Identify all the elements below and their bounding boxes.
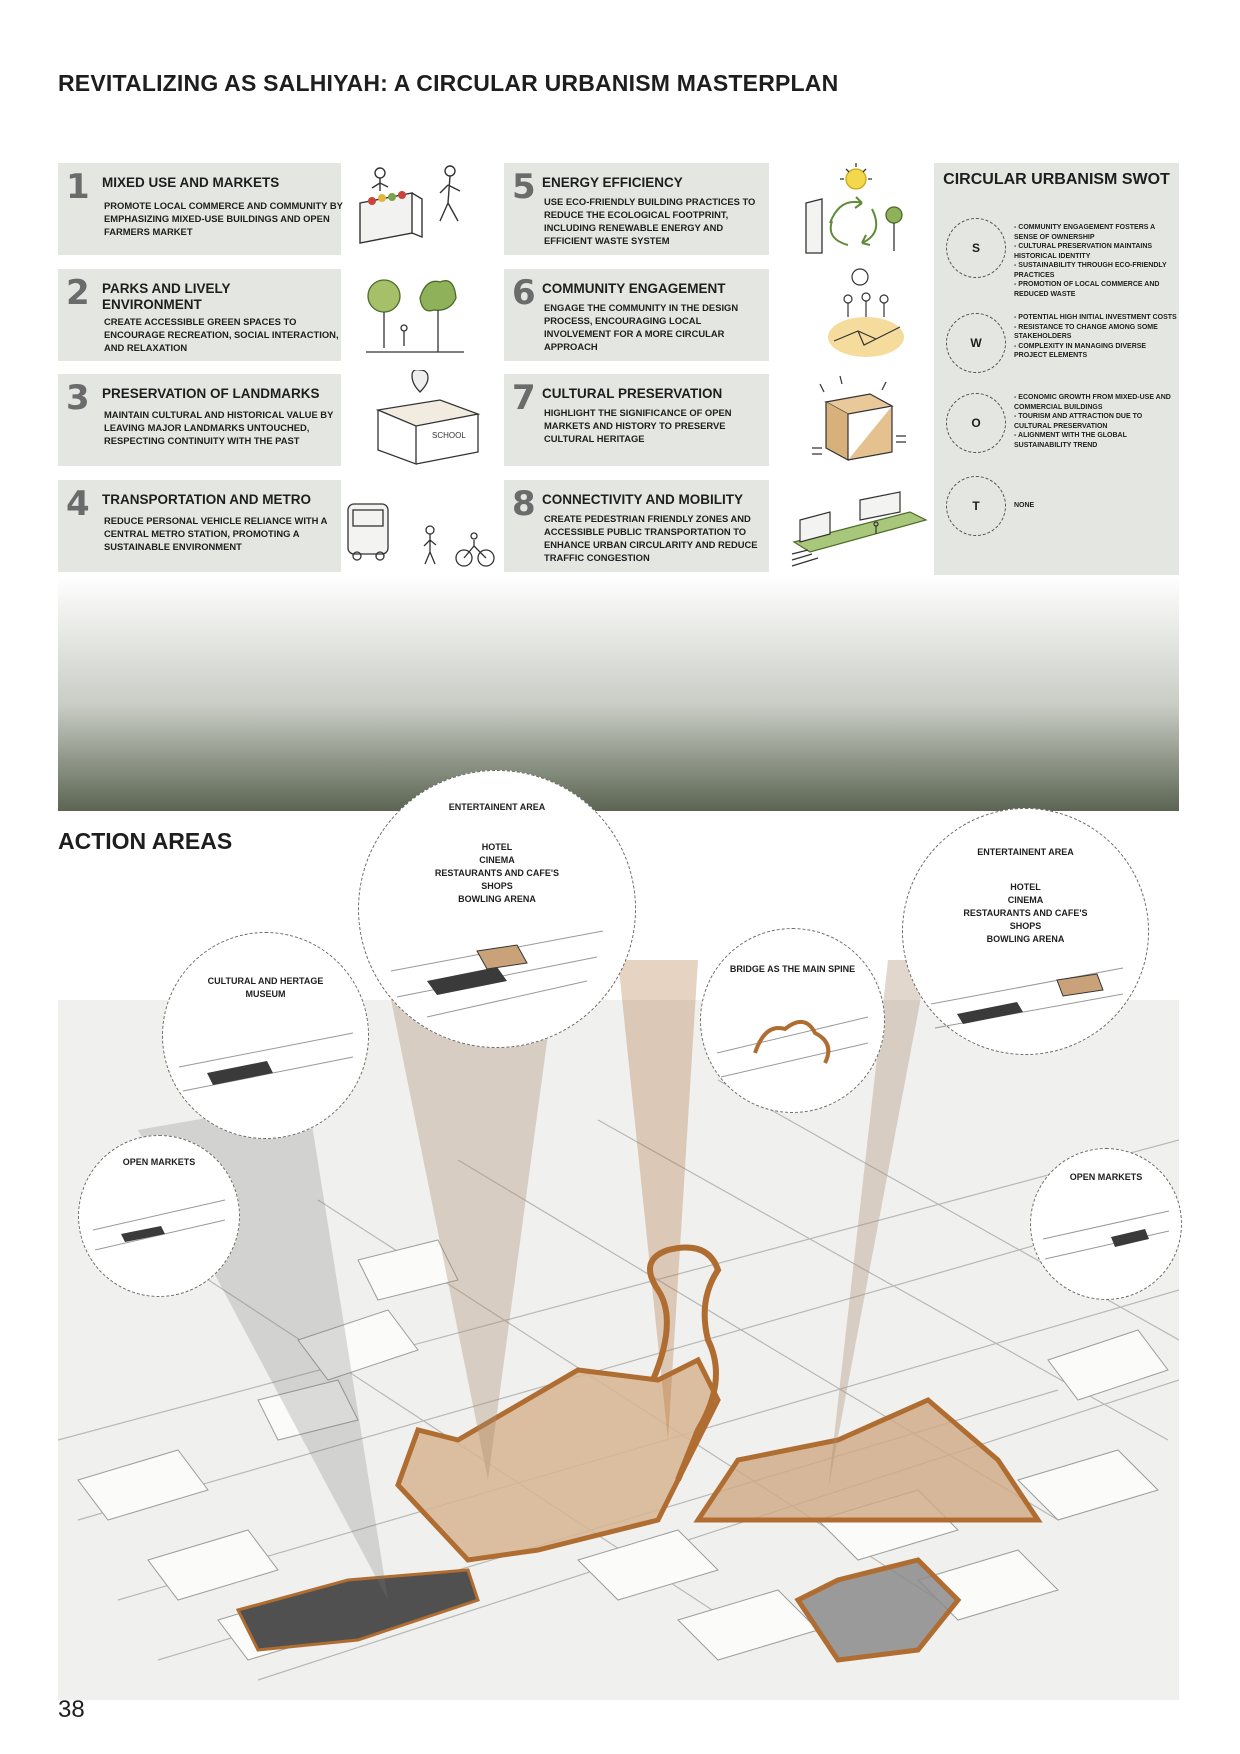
swot-point: - POTENTIAL HIGH INITIAL INVESTMENT COSTS xyxy=(1014,314,1177,321)
swot-point: - TOURISM AND ATTRACTION DUE TO CULTURAL PRESERVATION xyxy=(1014,413,1143,430)
strategy-description: PROMOTE LOCAL COMMERCE AND COMMUNITY BY EMPHASIZING MIXED-USE BUILDINGS AND OPEN FARMERS MARKET xyxy=(104,200,343,237)
bubble-map-thumbnail xyxy=(387,911,607,1021)
school-landmark-sketch-icon xyxy=(370,370,485,468)
swot-point: - COMMUNITY ENGAGEMENT FOSTERS A SENSE OF OWNERSHIP xyxy=(1014,224,1155,241)
bubble-item: BOWLING ARENA xyxy=(986,934,1065,944)
park-trees-sketch-icon xyxy=(360,268,470,368)
strategy-description: CREATE ACCESSIBLE GREEN SPACES TO ENCOURAGE RECREATION, SOCIAL INTERACTION, AND RELAXATION xyxy=(104,316,339,353)
strategy-title: CULTURAL PRESERVATION xyxy=(542,386,723,401)
bubble-items xyxy=(903,881,1148,946)
bubble-item: BOWLING ARENA xyxy=(458,894,536,904)
energy-recycle-sketch-icon xyxy=(800,163,910,261)
bubble-item: SHOPS xyxy=(481,881,513,891)
bubble-map-thumbnail xyxy=(1041,1199,1171,1275)
bubble-item: CINEMA xyxy=(1007,895,1044,905)
bubble-heading: BRIDGE AS THE MAIN SPINE xyxy=(729,964,856,974)
bubble-heading: CULTURAL AND HERTAGE MUSEUM xyxy=(207,976,324,999)
bubble-item: CINEMA xyxy=(479,855,515,865)
swot-title: CIRCULAR URBANISM SWOT xyxy=(943,171,1170,188)
community-handshake-sketch-icon xyxy=(820,265,915,363)
strategy-card-4 xyxy=(58,480,341,572)
heritage-building-sketch-icon xyxy=(800,372,910,470)
strategy-title: COMMUNITY ENGAGEMENT xyxy=(542,281,726,296)
swot-threats-text xyxy=(1014,501,1179,511)
swot-weaknesses-text xyxy=(1014,313,1179,361)
swot-point: - RESISTANCE TO CHANGE AMONG SOME STAKEHOLDERS xyxy=(1014,323,1158,340)
bubble-map-thumbnail xyxy=(91,1186,227,1266)
bubble-heading: ENTERTAINENT AREA xyxy=(977,847,1074,857)
bubble-item: SHOPS xyxy=(1009,921,1042,931)
swot-point: - CULTURAL PRESERVATION MAINTAINS HISTORICAL IDENTITY xyxy=(1014,243,1153,260)
school-sign-label: SCHOOL xyxy=(432,431,466,440)
strategy-description: USE ECO-FRIENDLY BUILDING PRACTICES TO REDUCE THE ECOLOGICAL FOOTPRINT, INCLUDING RENEWABLE ENERGY AND EFFICIENT WASTE SYSTEM xyxy=(544,196,756,246)
swot-strengths-text xyxy=(1014,223,1179,299)
strategy-card-2 xyxy=(58,269,341,361)
strategy-card-6 xyxy=(504,269,769,361)
bubble-item: HOTEL xyxy=(481,842,513,852)
bubble-heading: ENTERTAINENT AREA xyxy=(448,802,546,812)
bubble-cultural-museum xyxy=(162,932,369,1139)
strategy-description: ENGAGE THE COMMUNITY IN THE DESIGN PROCESS, ENCOURAGING LOCAL INVOLVEMENT FOR A MORE CIRCULAR APPROACH xyxy=(544,302,739,352)
swot-threats-badge: T xyxy=(946,476,1006,536)
strategy-card-1 xyxy=(58,163,341,255)
strategy-number: 5 xyxy=(512,167,536,207)
strategy-description: CREATE PEDESTRIAN FRIENDLY ZONES AND ACCESSIBLE PUBLIC TRANSPORTATION TO ENHANCE URBAN CIRCULARITY AND REDUCE TRAFFIC CONGESTION xyxy=(544,513,758,563)
pedestrian-street-sketch-icon xyxy=(790,490,930,570)
swot-point: - SUSTAINABILITY THROUGH ECO-FRIENDLY PRACTICES xyxy=(1014,262,1167,279)
bubble-heading: OPEN MARKETS xyxy=(1069,1172,1143,1182)
swot-opportunities-badge: O xyxy=(946,393,1006,453)
strategy-card-5 xyxy=(504,163,769,255)
swot-point: - PROMOTION OF LOCAL COMMERCE AND REDUCED WASTE xyxy=(1014,281,1160,298)
bubble-map-thumbnail xyxy=(715,993,870,1093)
strategy-title: PRESERVATION OF LANDMARKS xyxy=(102,386,320,401)
strategy-number: 4 xyxy=(66,484,90,524)
strategy-title: CONNECTIVITY AND MOBILITY xyxy=(542,492,744,507)
bubble-items xyxy=(359,841,635,906)
bubble-map-thumbnail xyxy=(927,954,1127,1044)
section-title: ACTION AREAS xyxy=(58,828,233,854)
strategy-description: HIGHLIGHT THE SIGNIFICANCE OF OPEN MARKETS AND HISTORY TO PRESERVE CULTURAL HERITAGE xyxy=(544,407,732,444)
bubble-map-thumbnail xyxy=(177,1017,355,1107)
strategy-number: 3 xyxy=(66,378,90,418)
project-zone-southeast xyxy=(798,1560,958,1660)
bubble-open-markets-right xyxy=(1030,1148,1182,1300)
swot-point: - ECONOMIC GROWTH FROM MIXED-USE AND COMMERCIAL BUILDINGS xyxy=(1014,394,1171,411)
gradient-band xyxy=(58,575,1179,811)
page-title: REVITALIZING AS SALHIYAH: A CIRCULAR URBANISM MASTERPLAN xyxy=(58,70,839,96)
swot-point: - ALIGNMENT WITH THE GLOBAL SUSTAINABILITY TREND xyxy=(1014,432,1127,449)
bubble-item: RESTAURANTS AND CAFE'S xyxy=(963,908,1088,918)
bubble-open-markets-left xyxy=(78,1135,240,1297)
swot-opportunities-text xyxy=(1014,393,1179,450)
bubble-entertainment-center xyxy=(358,770,636,1048)
swot-point: - COMPLEXITY IN MANAGING DIVERSE PROJECT ELEMENTS xyxy=(1014,342,1147,359)
swot-point: NONE xyxy=(1014,502,1035,509)
metro-bus-cyclist-sketch-icon xyxy=(340,500,500,575)
page-number: 38 xyxy=(58,1696,85,1723)
bubble-item: RESTAURANTS AND CAFE'S xyxy=(434,868,560,878)
bubble-bridge-spine xyxy=(700,928,885,1113)
market-stall-sketch-icon xyxy=(350,163,480,263)
strategy-number: 2 xyxy=(66,273,90,313)
bubble-heading: OPEN MARKETS xyxy=(122,1157,196,1167)
project-zone-east xyxy=(698,1400,1038,1520)
strategy-description: REDUCE PERSONAL VEHICLE RELIANCE WITH A CENTRAL METRO STATION, PROMOTING A SUSTAINABLE ENVIRONMENT xyxy=(104,515,328,552)
strategy-card-7 xyxy=(504,374,769,466)
bubble-entertainment-right xyxy=(902,808,1149,1055)
swot-panel xyxy=(934,163,1179,575)
strategy-number: 7 xyxy=(512,378,536,418)
swot-strengths-badge: S xyxy=(946,218,1006,278)
bubble-item: HOTEL xyxy=(1010,882,1041,892)
strategy-number: 6 xyxy=(512,273,536,313)
strategy-card-8 xyxy=(504,480,769,572)
dark-building-southwest xyxy=(238,1570,478,1650)
strategy-title: PARKS AND LIVELY ENVIRONMENT xyxy=(102,281,231,312)
strategy-description: MAINTAIN CULTURAL AND HISTORICAL VALUE BY LEAVING MAJOR LANDMARKS UNTOUCHED, RESPECTING CONTINUITY WITH THE PAST xyxy=(104,409,334,446)
strategy-title: ENERGY EFFICIENCY xyxy=(542,175,683,190)
strategy-number: 8 xyxy=(512,484,536,524)
strategy-card-3 xyxy=(58,374,341,466)
swot-weaknesses-badge: W xyxy=(946,313,1006,373)
strategy-title: TRANSPORTATION AND METRO xyxy=(102,492,311,507)
strategy-number: 1 xyxy=(66,167,90,207)
strategy-title: MIXED USE AND MARKETS xyxy=(102,175,280,190)
